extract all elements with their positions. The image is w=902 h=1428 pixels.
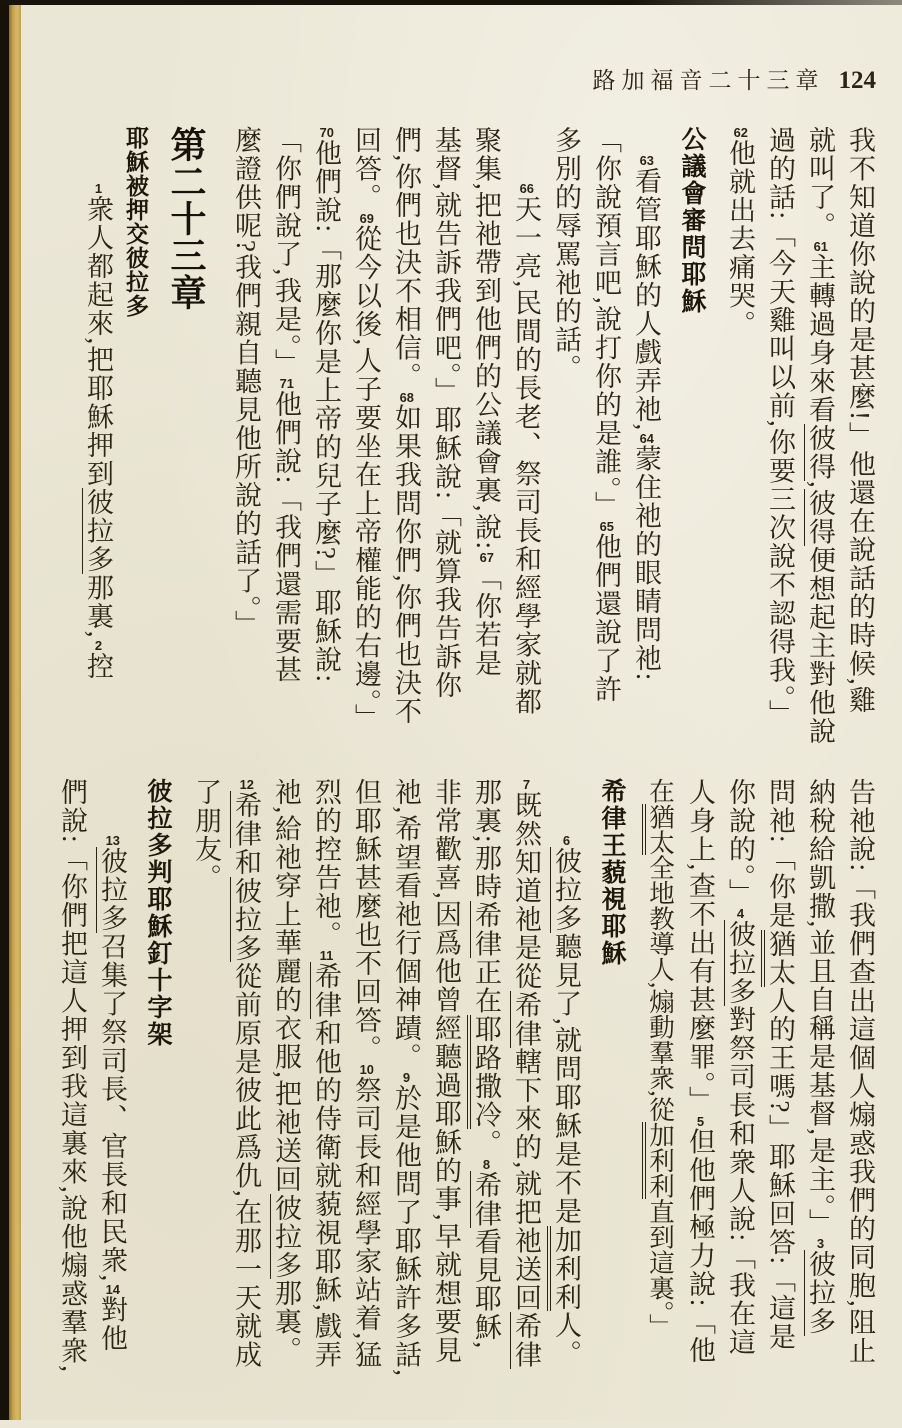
text-run: 就叫了。 (805, 126, 835, 240)
text-run: 既然知道祂是從 (511, 791, 541, 991)
text-run: 「你們說了,我是。」 (271, 126, 301, 378)
text-run: 但他們極力說:「他 (685, 1127, 715, 1365)
lower-text-block (52, 778, 880, 1428)
person-name-mark: 彼得 (805, 424, 835, 481)
verse-number: 5 (696, 1114, 705, 1128)
verse-number: 13 (105, 834, 120, 847)
scripture-column (626, 126, 666, 776)
scripture-column (760, 778, 800, 1428)
scripture-column (546, 126, 586, 776)
scripture-column (466, 126, 506, 776)
text-run: 但耶穌甚麼也不回答。 (351, 778, 381, 1063)
scripture-column (760, 126, 800, 776)
text-run: 麼證供呢?我們親自聽見他所說的話了。」 (231, 126, 261, 639)
scripture-column (386, 778, 426, 1428)
verse-number: 11 (319, 949, 334, 962)
text-run: 他們說:「我們還需要甚 (271, 390, 301, 685)
scripture-column (306, 126, 346, 776)
scripture-column (386, 126, 426, 776)
text-run: 在 (646, 778, 675, 804)
text-run: 們說:「你們把這人押到我這裏來,說他煽惑羣衆, (57, 778, 87, 1374)
scan-edge-black (0, 0, 9, 1420)
chapter-title (158, 126, 214, 776)
verse-number: 67 (479, 550, 494, 564)
text-run: 從前原是彼此爲仇,在那一天就成 (231, 962, 261, 1370)
place-name-mark: 猶太 (761, 930, 795, 987)
person-name-mark: 彼得 (805, 489, 835, 547)
text-run: 聽見了,就問耶穌是不是 (551, 932, 581, 1226)
text-run: 主轉過身來看 (805, 253, 835, 424)
text-run: 那裏, (83, 573, 113, 639)
text-run: 那裏。 (271, 1279, 301, 1365)
scripture-column (800, 126, 840, 776)
text-run: 祂,給祂穿上華麗的衣服,把祂送回 (271, 778, 301, 1194)
text-run: 了朋友。 (191, 778, 221, 892)
person-name-mark: 彼拉多 (231, 876, 261, 962)
person-name-mark: 彼拉多 (805, 1250, 835, 1336)
text-run: 全地教導人,煽動羣衆,從 (646, 854, 675, 1123)
scripture-column (426, 126, 466, 776)
scripture-column (840, 126, 880, 776)
scripture-column (840, 778, 880, 1428)
verse-number: 65 (599, 519, 614, 533)
text-run: 從今以後,人子要坐在上帝權能的右邊。」 (351, 224, 381, 733)
text-run: 對祭司長和衆人說:「我在這 (725, 1005, 755, 1357)
scripture-column (226, 126, 266, 776)
verse-number: 7 (522, 778, 531, 791)
scripture-column (586, 126, 626, 776)
text-run: 烈的控告祂。 (311, 778, 341, 949)
text-run: 希律王藐視耶穌 (598, 778, 626, 967)
scripture-column (800, 778, 840, 1428)
text-run: 多別的辱罵祂的話。 (551, 126, 581, 383)
running-head (593, 62, 877, 95)
scripture-column (506, 778, 546, 1428)
scripture-column (506, 126, 546, 776)
scripture-column (78, 126, 118, 776)
book-spine-edge (9, 0, 21, 1420)
text-run: 「你說預言吧,說打你的是誰。」 (591, 126, 621, 520)
text-run: 人。 (551, 1311, 581, 1369)
verse-number: 12 (239, 778, 254, 791)
section-heading (137, 778, 179, 1428)
verse-number: 66 (519, 182, 534, 195)
scripture-column (346, 126, 386, 776)
verse-number: 62 (733, 126, 748, 139)
text-run: 回答。 (351, 126, 381, 212)
text-run: 過的話:「今天雞叫以前,你要三次說不認得我。」 (765, 126, 795, 729)
scripture-column (466, 778, 506, 1428)
running-head-title: 路加福音二十三章 (592, 68, 825, 93)
scripture-column (306, 778, 346, 1428)
scripture-column (266, 126, 306, 776)
verse-number: 1 (94, 182, 103, 195)
person-name-mark: 彼拉多 (271, 1193, 301, 1279)
verse-number: 8 (482, 1157, 491, 1171)
verse-number: 9 (402, 1071, 411, 1085)
text-run: 公議會審問耶穌 (678, 126, 706, 315)
verse-number: 14 (105, 1282, 120, 1296)
text-run: 你說的。」 (725, 778, 755, 907)
person-name-mark: 彼拉多 (97, 847, 127, 933)
text-run: 耶穌被押交彼拉多 (123, 126, 149, 318)
text-run: 第二十三章 (166, 126, 207, 311)
text-run: 非常歡喜,因爲他曾經聽過耶穌的事,早就想要見 (431, 778, 461, 1365)
scripture-column (346, 778, 386, 1428)
text-run: 祂,希望看祂行個神蹟。 (391, 778, 421, 1072)
text-run: 「你若是 (471, 563, 501, 678)
verse-number: 68 (399, 390, 414, 404)
text-run: 和 (231, 848, 261, 877)
text-run: 他就出去痛哭。 (725, 139, 755, 339)
scripture-column (186, 778, 226, 1428)
scripture-column (226, 778, 266, 1428)
text-run: 蒙住祂的眼睛問祂: (631, 444, 661, 682)
verse-number: 4 (736, 907, 745, 920)
text-run: 人身上,查不出有甚麼罪。」 (685, 778, 715, 1115)
person-name-mark: 希律 (311, 962, 341, 1019)
section-heading (671, 126, 713, 776)
text-run: 我不知道你說的是甚麼!」他還在說話的時候,雞 (845, 126, 875, 715)
person-name-mark: 彼拉多 (83, 488, 113, 574)
verse-number: 10 (359, 1063, 374, 1076)
person-name-mark: 希律 (471, 901, 501, 959)
verse-number: 64 (639, 431, 654, 445)
place-name-mark: 加利利 (547, 1226, 581, 1312)
section-subheading (118, 126, 154, 776)
text-run: 於是他問了耶穌許多話, (391, 1084, 421, 1378)
scripture-column (52, 778, 92, 1428)
scripture-column (720, 778, 760, 1428)
text-run: 轄下來的,就把祂送回 (511, 1047, 541, 1313)
verse-number: 6 (562, 834, 571, 847)
text-run: 基督,就告訴我們吧。」耶穌說:「就算我告訴你 (431, 126, 461, 700)
person-name-mark: 希律 (471, 1170, 501, 1228)
text-run: 祭司長和經學家站着,猛 (351, 1076, 381, 1370)
scripture-column (266, 778, 306, 1428)
scripture-column (680, 778, 720, 1428)
text-run: 衆人都起來,把耶穌押到 (83, 195, 113, 489)
text-run: 天一亮,民間的長老、祭司長和經學家就都 (511, 195, 541, 717)
scripture-column (92, 778, 132, 1428)
verse-number: 69 (359, 211, 374, 225)
person-name-mark: 希律 (511, 1312, 541, 1370)
text-run: 直到這裏。」 (646, 1198, 675, 1339)
text-run: 正在 (471, 958, 501, 1016)
verse-number: 63 (639, 154, 654, 167)
text-run: 那裏;那時 (471, 778, 501, 902)
text-run: 問祂:「你是 (765, 778, 795, 930)
verse-number: 71 (279, 377, 294, 391)
text-run: 。 (471, 1129, 501, 1158)
person-name-mark: 彼拉多 (551, 847, 581, 933)
place-name-mark: 耶路撒冷 (467, 1015, 501, 1129)
text-run: 他們說:「那麼你是上帝的兒子麼?」耶穌說: (311, 139, 341, 684)
text-run: 彼拉多判耶穌釘十字架 (144, 778, 172, 1048)
text-run: 他們還說了許 (591, 532, 621, 704)
person-name-mark: 彼拉多 (725, 920, 755, 1006)
verse-number: 61 (813, 240, 828, 253)
verse-number: 2 (94, 639, 103, 652)
text-run: 召集了祭司長、官長和民衆, (97, 932, 127, 1283)
person-name-mark: 希律 (511, 990, 541, 1048)
text-run: 們,你們也決不相信。 (391, 126, 421, 391)
text-run: 和他的侍衛就藐視耶穌,戲弄 (311, 1019, 341, 1370)
text-run: 便想起主對他說 (805, 546, 835, 746)
scripture-column (720, 126, 760, 776)
scripture-column (426, 778, 466, 1428)
upper-text-block (78, 126, 880, 776)
scan-edge-top (0, 0, 902, 5)
scripture-column (640, 778, 680, 1428)
text-run: , (805, 481, 835, 490)
person-name-mark: 希律 (231, 791, 261, 848)
text-run: 控 (83, 652, 113, 681)
text-run: 聚集,把祂帶到他們的公議會裏,說: (471, 126, 501, 551)
text-run: 人的王嗎?」耶穌回答:「這是 (765, 986, 795, 1352)
scripture-column (546, 778, 586, 1428)
page-number: 124 (838, 67, 876, 94)
text-run: 告祂說:「我們查出這個人煽惑我們的同胞,阻止 (845, 778, 875, 1366)
section-heading (591, 778, 633, 1428)
text-run: 納稅給凱撒,並且自稱是基督,是主。」 (805, 778, 835, 1237)
place-name-mark: 加利利 (642, 1122, 675, 1199)
text-run: 對他 (97, 1295, 127, 1353)
verse-number: 70 (319, 126, 334, 139)
text-run: 看見耶穌, (471, 1227, 501, 1350)
verse-number: 3 (816, 1237, 825, 1250)
text-run: 如果我問你們,你們也決不 (391, 403, 421, 726)
text-run: 看管耶穌的人戲弄祂, (631, 167, 661, 432)
place-name-mark: 猶太 (642, 804, 675, 855)
